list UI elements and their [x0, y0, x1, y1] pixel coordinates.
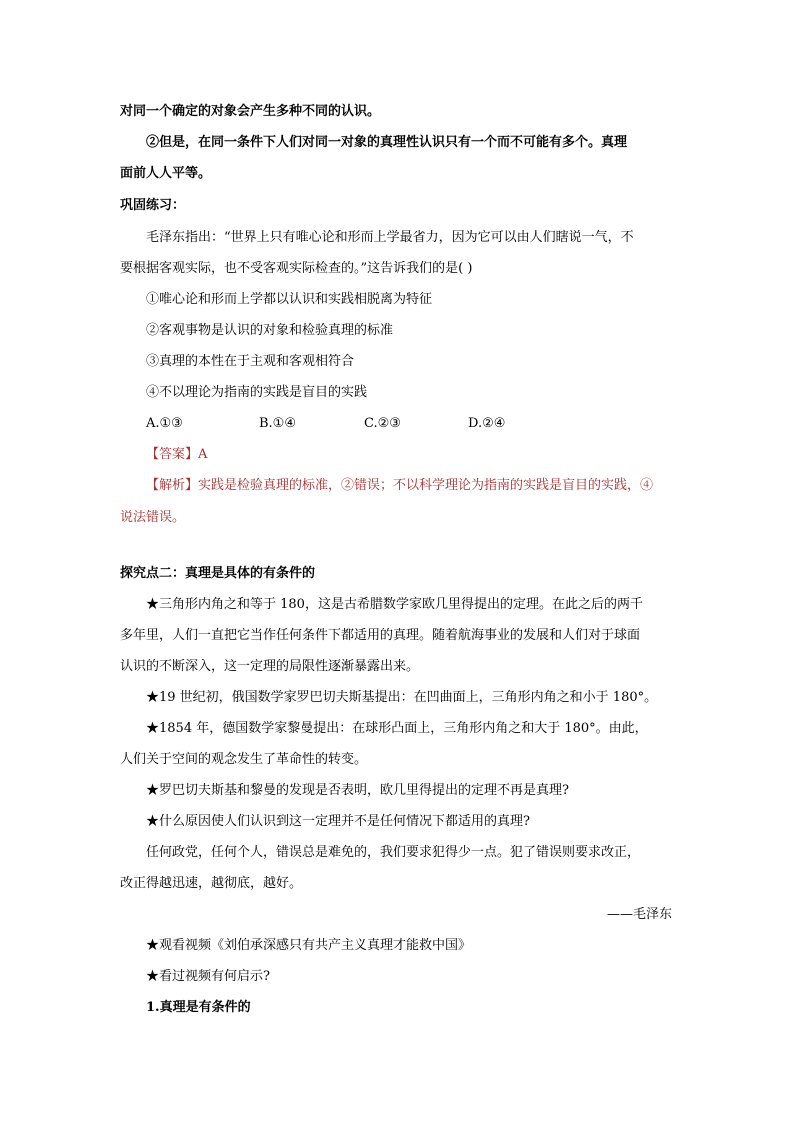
p1-line-1: ★三角形内角之和等于 180，这是古希腊数学家欧几里得提出的定理。在此之后的两千 — [146, 597, 643, 612]
answer-label: 【答案】 — [146, 447, 199, 462]
analysis-line-2: 说法错误。 — [120, 510, 186, 525]
inquiry-heading: 探究点二：真理是具体的有条件的 — [120, 566, 316, 581]
section-heading-1: 1.真理是有条件的 — [146, 1000, 251, 1015]
question-q2: ★什么原因使人们认识到这一定理并不是任何情况下都适用的真理? — [146, 814, 530, 829]
choice-a: A.①③ — [146, 416, 183, 431]
practice-heading: 巩固练习： — [120, 198, 186, 213]
answer — [146, 447, 207, 463]
option-1: ①唯心论和形而上学都以认识和实践相脱离为特征 — [146, 292, 433, 307]
p1-line-2: 多年里，人们一直把它当作任何条件下都适用的真理。随着航海事业的发展和人们对于球面 — [120, 628, 641, 643]
p1-line-3: 认识的不断深入，这一定理的局限性逐渐暴露出来。 — [120, 659, 420, 674]
choice-d: D.②④ — [468, 416, 506, 431]
analysis-label: 【解析】 — [146, 478, 199, 493]
analysis-text: 实践是检验真理的标准，②错误；不以科学理论为指南的实践是盲目的实践，④ — [198, 478, 654, 493]
answer-value: A — [198, 447, 208, 462]
video-line-2: ★看过视频有何启示? — [146, 969, 270, 984]
question-q1: ★罗巴切夫斯基和黎曼的发现是否表明，欧几里得提出的定理不再是真理? — [146, 783, 569, 798]
quote-line-2: 改正得越迅速，越彻底，越好。 — [120, 876, 303, 891]
option-4: ④不以理论为指南的实践是盲目的实践 — [146, 385, 368, 400]
intro-line-2: ②但是，在同一条件下人们对同一对象的真理性认识只有一个而不可能有多个。真理 — [146, 135, 628, 150]
intro-line-3: 面前人人平等。 — [120, 166, 212, 181]
p3-line-1: ★1854 年，德国数学家黎曼提出：在球形凸面上，三角形内角之和大于 180°。由此， — [146, 721, 648, 736]
quote-line-1: 任何政党，任何个人，错误总是难免的，我们要求犯得少一点。犯了错误则要求改正， — [146, 845, 641, 860]
p3-line-2: 人们关于空间的观念发生了革命性的转变。 — [120, 752, 368, 767]
choice-b: B.①④ — [259, 416, 296, 431]
choice-c: C.②③ — [364, 416, 401, 431]
option-3: ③真理的本性在于主观和客观相符合 — [146, 354, 355, 369]
question-line-1: 毛泽东指出：“世界上只有唯心论和形而上学最省力，因为它可以由人们瞎说一气，不 — [146, 230, 634, 245]
option-2: ②客观事物是认识的对象和检验真理的标准 — [146, 323, 394, 338]
intro-line-1: 对同一个确定的对象会产生多种不同的认识。 — [120, 104, 381, 119]
quote-author: ——毛泽东 — [606, 907, 672, 922]
video-line-1: ★观看视频《刘伯承深感只有共产主义真理才能救中国》 — [146, 938, 472, 953]
p2: ★19 世纪初，俄国数学家罗巴切夫斯基提出：在凹曲面上，三角形内角之和小于 180°。 — [146, 690, 658, 705]
question-line-2: 要根据客观实际，也不受客观实际检查的。”这告诉我们的是( ) — [120, 261, 473, 276]
analysis-line-1 — [146, 478, 653, 494]
